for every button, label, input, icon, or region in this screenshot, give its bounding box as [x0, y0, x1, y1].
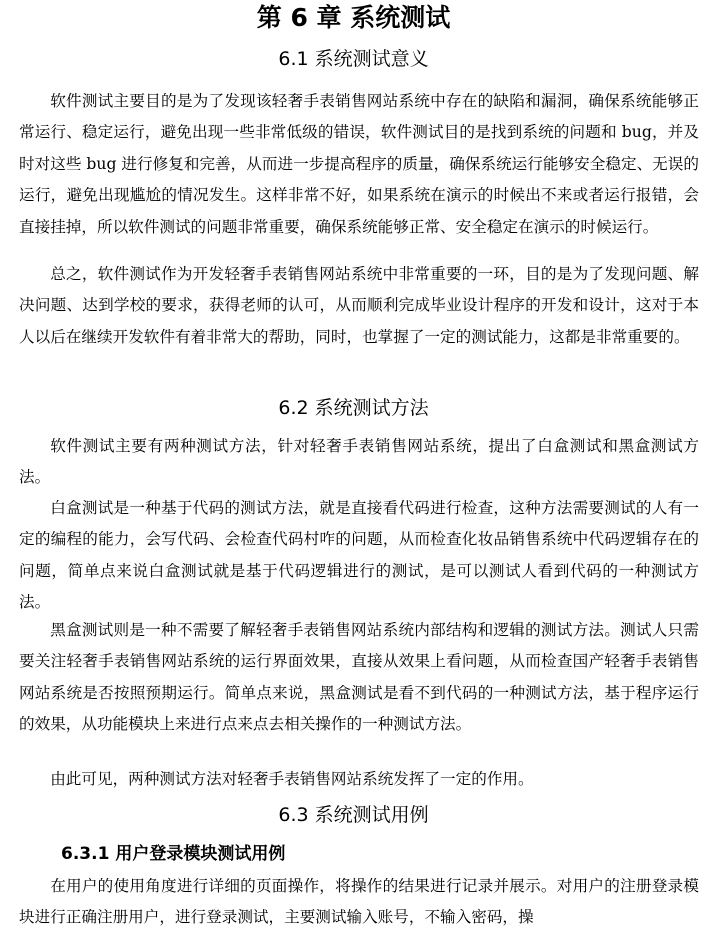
paragraph: 白盒测试是一种基于代码的测试方法，就是直接看代码进行检查，这种方法需要测试的人有一定的编程的能力，会写代码、会检查代码村咋的问题，从而检查化妆品销售系统中代码逻辑存在的问题，简单点来说白盒测试就是基于代码逻辑进行的测试，是可以测试人看到代码的一种测试方法。 — [19, 499, 699, 612]
section-title-6-2: 6.2 系统测试方法 — [278, 397, 429, 419]
section-title-6-3: 6.3 系统测试用例 — [278, 804, 429, 826]
paragraph: 软件测试主要有两种测试方法，针对轻奢手表销售网站系统，提出了白盒测试和黑盒测试方法。 — [19, 437, 699, 487]
chapter-title: 第 6 章 系统测试 — [256, 3, 451, 32]
paragraph: 黑盒测试则是一种不需要了解轻奢手表销售网站系统内部结构和逻辑的测试方法。测试人只需要关注轻奢手表销售网站系统的运行界面效果，直接从效果上看问题，从而检查国产轻奢手表销售网站系统是否按照预期运行。简单点来说，黑盒测试是看不到代码的一种测试方法，基于程序运行的效果，从功能模块上来进行点来点去相关操作的一种测试方法。 — [19, 621, 699, 734]
subsection-title-6-3-1: 6.3.1 用户登录模块测试用例 — [61, 844, 286, 864]
paragraph: 由此可见，两种测试方法对轻奢手表销售网站系统发挥了一定的作用。 — [50, 770, 534, 788]
paragraph: 在用户的使用角度进行详细的页面操作，将操作的结果进行记录并展示。对用户的注册登录模块进行正确注册用户，进行登录测试，主要测试输入账号，不输入密码，操 — [19, 877, 699, 927]
paragraph: 软件测试主要目的是为了发现该轻奢手表销售网站系统中存在的缺陷和漏洞，确保系统能够正常运行、稳定运行，避免出现一些非常低级的错误，软件测试目的是找到系统的问题和 bug，并及时对这些 bug 进行修复和完善，从而进一步提高程序的质量，确保系统运行能够安全稳定、无误的运行，避免出现尴尬的情况发生。这样非常不好，如果系统在演示的时候出不来或者运行报错，会直接挂掉，所以软件测试的问题非常重要，确保系统能够正常、安全稳定在演示的时候运行。 — [19, 92, 699, 236]
paragraph: 总之，软件测试作为开发轻奢手表销售网站系统中非常重要的一环，目的是为了发现问题、解决问题、达到学校的要求，获得老师的认可，从而顺利完成毕业设计程序的开发和设计，这对于本人以后在继续开发软件有着非常大的帮助，同时，也掌握了一定的测试能力，这都是非常重要的。 — [19, 265, 699, 346]
section-title-6-1: 6.1 系统测试意义 — [278, 48, 429, 70]
